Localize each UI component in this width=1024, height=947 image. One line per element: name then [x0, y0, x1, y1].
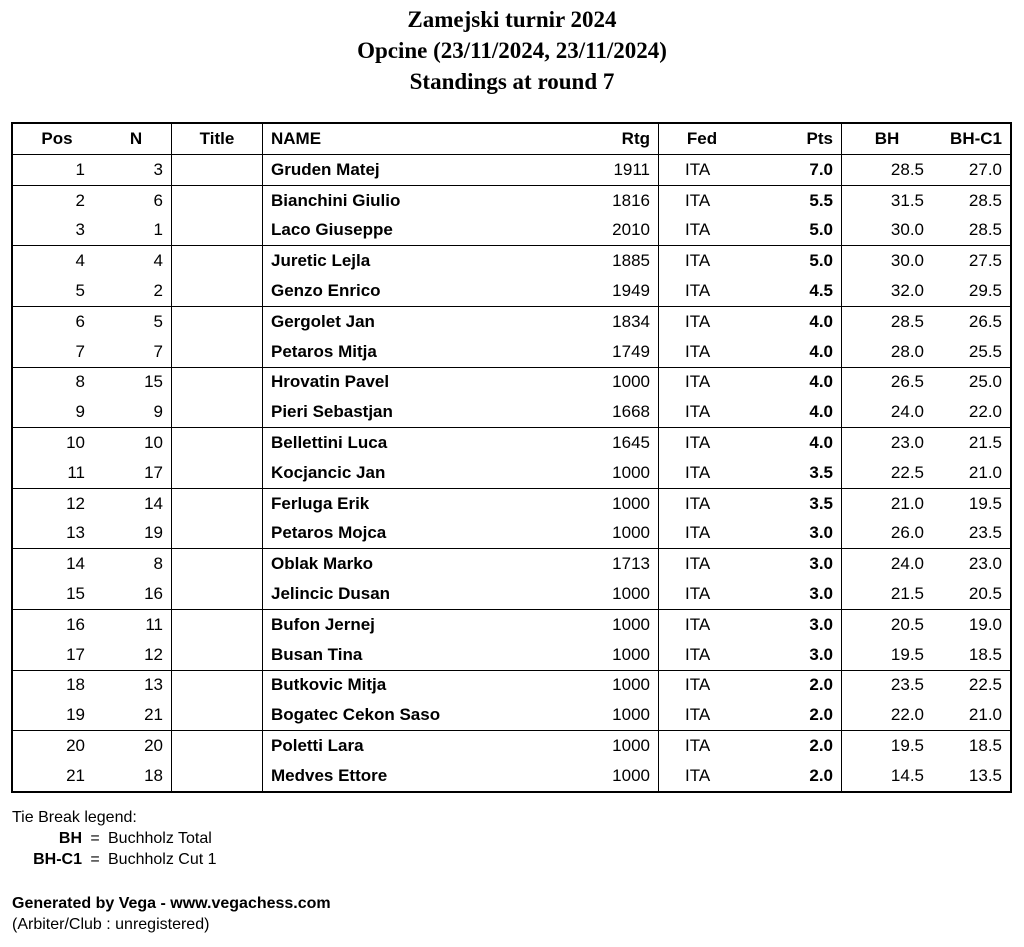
cell-fed: ITA — [659, 216, 746, 246]
cell-bh: 21.5 — [890, 584, 924, 604]
cell-title — [172, 276, 263, 306]
cell-bhc1: 25.5 — [968, 341, 1002, 361]
cell-title — [172, 458, 263, 488]
cell-title — [172, 367, 263, 397]
cell-fed: ITA — [659, 367, 746, 397]
table-row — [12, 246, 1011, 276]
cell-rtg: 1000 — [612, 705, 650, 725]
table-row — [12, 337, 1011, 367]
table-row — [12, 155, 1011, 186]
table-row — [12, 367, 1011, 397]
cell-title — [172, 549, 263, 579]
cell-bh: 19.5 — [842, 731, 933, 761]
legend-item — [12, 828, 217, 849]
cell-pts: 2.0 — [745, 731, 842, 761]
cell-name: Juretic Lejla — [263, 246, 583, 276]
cell-bh: 19.5 — [890, 644, 924, 664]
cell-pos: 10 — [12, 428, 101, 458]
cell-pos: 2 — [12, 185, 101, 215]
cell-bh: 22.0 — [890, 705, 924, 725]
cell-fed: ITA — [659, 579, 746, 609]
table-row — [12, 549, 1011, 579]
cell-bh: 32.0 — [890, 281, 924, 301]
cell-fed: ITA — [659, 306, 746, 336]
cell-fed: ITA — [659, 458, 746, 488]
cell-rtg: 1885 — [582, 246, 659, 276]
cell-rtg: 1749 — [612, 341, 650, 361]
cell-title — [172, 761, 263, 792]
cell-fed: ITA — [659, 246, 746, 276]
table-row — [12, 397, 1011, 427]
cell-n: 21 — [144, 705, 163, 725]
cell-n: 5 — [101, 306, 172, 336]
cell-fed: ITA — [659, 549, 746, 579]
cell-title — [172, 155, 263, 186]
cell-fed: ITA — [659, 731, 746, 761]
cell-fed: ITA — [659, 488, 746, 518]
cell-bhc1: 19.0 — [932, 609, 1011, 639]
cell-bhc1: 23.0 — [932, 549, 1011, 579]
cell-fed: ITA — [659, 428, 746, 458]
cell-fed: ITA — [659, 700, 746, 730]
cell-bhc1: 18.5 — [968, 644, 1002, 664]
venue-dates: Opcine (23/11/2024, 23/11/2024) — [357, 38, 667, 63]
cell-bhc1: 18.5 — [932, 731, 1011, 761]
cell-n: 19 — [144, 523, 163, 543]
cell-bh: 26.5 — [842, 367, 933, 397]
cell-n: 12 — [144, 644, 163, 664]
cell-pts: 4.5 — [745, 276, 842, 306]
cell-bhc1: 27.5 — [932, 246, 1011, 276]
cell-bh: 28.0 — [890, 341, 924, 361]
table-row — [12, 276, 1011, 306]
cell-rtg: 1911 — [582, 155, 659, 186]
table-row — [12, 519, 1011, 549]
table-header-row — [12, 123, 1011, 155]
cell-n: 11 — [101, 609, 172, 639]
tournament-title: Zamejski turnir 2024 — [407, 7, 617, 32]
cell-rtg: 1000 — [582, 609, 659, 639]
legend-abbr: BH — [58, 830, 82, 847]
cell-bh: 20.5 — [842, 609, 933, 639]
cell-pts: 5.5 — [745, 185, 842, 215]
cell-n: 2 — [153, 281, 163, 301]
table-row — [12, 185, 1011, 215]
cell-title — [172, 306, 263, 336]
cell-rtg: 1000 — [612, 462, 650, 482]
cell-bhc1: 28.5 — [968, 220, 1002, 240]
report-header — [0, 4, 1024, 97]
cell-n: 16 — [144, 584, 163, 604]
cell-name: Pieri Sebastjan — [271, 402, 393, 422]
table-row — [12, 488, 1011, 518]
cell-bh: 31.5 — [842, 185, 933, 215]
cell-pos: 16 — [12, 609, 101, 639]
cell-n: 4 — [101, 246, 172, 276]
cell-bhc1: 20.5 — [968, 584, 1002, 604]
cell-name: Petaros Mojca — [271, 523, 387, 543]
cell-pts: 4.0 — [745, 337, 842, 367]
table-row — [12, 731, 1011, 761]
cell-pts: 4.0 — [745, 306, 842, 336]
standings-body — [12, 155, 1011, 792]
table-row — [12, 700, 1011, 730]
standings-table — [11, 122, 1012, 793]
cell-bh: 21.0 — [842, 488, 933, 518]
cell-bhc1: 22.5 — [932, 670, 1011, 700]
cell-rtg: 1000 — [582, 488, 659, 518]
cell-bh: 30.0 — [842, 246, 933, 276]
cell-n: 6 — [101, 185, 172, 215]
cell-name: Butkovic Mitja — [263, 670, 583, 700]
cell-rtg: 1000 — [582, 670, 659, 700]
table-row — [12, 761, 1011, 792]
cell-pts: 3.5 — [745, 488, 842, 518]
generated-by: Generated by Vega - www.vegachess.com — [12, 895, 331, 912]
cell-bhc1: 23.5 — [968, 523, 1002, 543]
cell-rtg: 1000 — [612, 584, 650, 604]
table-row — [12, 579, 1011, 609]
cell-pts: 3.0 — [745, 519, 842, 549]
cell-rtg: 1000 — [612, 644, 650, 664]
cell-title — [172, 519, 263, 549]
cell-rtg: 1000 — [612, 765, 650, 785]
cell-pos: 7 — [75, 341, 85, 361]
cell-fed: ITA — [659, 337, 746, 367]
cell-fed: ITA — [659, 609, 746, 639]
cell-pos: 18 — [12, 670, 101, 700]
cell-fed: ITA — [659, 185, 746, 215]
cell-title — [172, 428, 263, 458]
cell-bhc1: 21.5 — [932, 428, 1011, 458]
cell-rtg: 1645 — [582, 428, 659, 458]
registration-note: (Arbiter/Club : unregistered) — [12, 916, 210, 933]
cell-pos: 12 — [12, 488, 101, 518]
cell-bh: 23.5 — [842, 670, 933, 700]
cell-pos: 4 — [12, 246, 101, 276]
cell-name: Medves Ettore — [271, 765, 388, 785]
cell-pos: 11 — [67, 462, 85, 482]
table-row — [12, 306, 1011, 336]
cell-pos: 5 — [75, 281, 85, 301]
cell-rtg: 1668 — [612, 402, 650, 422]
cell-n: 17 — [144, 462, 163, 482]
cell-name: Genzo Enrico — [271, 281, 381, 301]
legend-equals: = — [90, 851, 100, 868]
cell-pts: 4.0 — [745, 367, 842, 397]
cell-title — [172, 731, 263, 761]
legend-item — [12, 849, 217, 870]
table-row — [12, 458, 1011, 488]
cell-bhc1: 27.0 — [932, 155, 1011, 186]
cell-name: Hrovatin Pavel — [263, 367, 583, 397]
cell-title — [172, 488, 263, 518]
cell-pos: 9 — [75, 402, 85, 422]
cell-name: Busan Tina — [271, 644, 363, 664]
cell-title — [172, 670, 263, 700]
cell-name: Bogatec Cekon Saso — [271, 705, 441, 725]
cell-n: 7 — [153, 341, 163, 361]
cell-name: Oblak Marko — [263, 549, 583, 579]
cell-n: 18 — [144, 765, 163, 785]
cell-title — [172, 700, 263, 730]
cell-rtg: 2010 — [612, 220, 650, 240]
cell-bh: 24.0 — [842, 549, 933, 579]
cell-name: Laco Giuseppe — [271, 220, 393, 240]
cell-n: 14 — [101, 488, 172, 518]
cell-pts: 3.5 — [745, 458, 842, 488]
cell-fed: ITA — [659, 155, 746, 186]
table-row — [12, 640, 1011, 670]
col-header-pts: Pts — [745, 123, 842, 155]
cell-bhc1: 21.0 — [968, 705, 1002, 725]
cell-title — [172, 640, 263, 670]
cell-fed: ITA — [659, 397, 746, 427]
cell-pos: 20 — [12, 731, 101, 761]
cell-bh: 23.0 — [842, 428, 933, 458]
cell-name: Kocjancic Jan — [271, 462, 386, 482]
cell-pts: 5.0 — [745, 246, 842, 276]
cell-bhc1: 25.0 — [932, 367, 1011, 397]
table-row — [12, 609, 1011, 639]
cell-pts: 2.0 — [745, 670, 842, 700]
cell-pos: 19 — [66, 705, 85, 725]
cell-n: 9 — [153, 402, 163, 422]
cell-bh: 24.0 — [890, 402, 924, 422]
cell-bhc1: 26.5 — [932, 306, 1011, 336]
cell-bh: 28.5 — [842, 306, 933, 336]
cell-title — [172, 216, 263, 246]
cell-rtg: 1816 — [582, 185, 659, 215]
cell-title — [172, 185, 263, 215]
cell-rtg: 1000 — [582, 731, 659, 761]
cell-fed: ITA — [659, 640, 746, 670]
cell-name: Bufon Jernej — [263, 609, 583, 639]
cell-fed: ITA — [659, 670, 746, 700]
cell-pos: 13 — [66, 523, 85, 543]
cell-pos: 15 — [66, 584, 85, 604]
cell-pos: 17 — [66, 644, 85, 664]
cell-fed: ITA — [659, 519, 746, 549]
cell-rtg: 1834 — [582, 306, 659, 336]
cell-bh: 28.5 — [842, 155, 933, 186]
cell-rtg: 1713 — [582, 549, 659, 579]
cell-pts: 4.0 — [745, 397, 842, 427]
cell-n: 15 — [101, 367, 172, 397]
cell-pts: 4.0 — [745, 428, 842, 458]
cell-pts: 5.0 — [745, 216, 842, 246]
cell-bh: 30.0 — [890, 220, 924, 240]
cell-name: Gergolet Jan — [263, 306, 583, 336]
cell-n: 8 — [101, 549, 172, 579]
cell-fed: ITA — [659, 276, 746, 306]
table-row — [12, 428, 1011, 458]
cell-bhc1: 19.5 — [932, 488, 1011, 518]
cell-pos: 8 — [12, 367, 101, 397]
cell-bh: 26.0 — [890, 523, 924, 543]
cell-pts: 3.0 — [745, 640, 842, 670]
cell-rtg: 1000 — [582, 367, 659, 397]
col-header-fed: Fed — [659, 123, 746, 155]
cell-title — [172, 397, 263, 427]
table-row — [12, 670, 1011, 700]
legend-desc: Buchholz Total — [108, 830, 212, 847]
cell-name: Bianchini Giulio — [263, 185, 583, 215]
table-row — [12, 216, 1011, 246]
round-title: Standings at round 7 — [409, 69, 615, 94]
cell-name: Petaros Mitja — [271, 341, 377, 361]
legend-equals: = — [90, 830, 100, 847]
tie-break-legend — [12, 807, 217, 870]
cell-n: 1 — [153, 220, 163, 240]
cell-n: 20 — [101, 731, 172, 761]
cell-fed: ITA — [659, 761, 746, 792]
cell-bhc1: 22.0 — [968, 402, 1002, 422]
cell-n: 13 — [101, 670, 172, 700]
legend-desc: Buchholz Cut 1 — [108, 851, 217, 868]
cell-pos: 6 — [12, 306, 101, 336]
cell-bhc1: 29.5 — [968, 281, 1002, 301]
cell-pos: 21 — [66, 765, 85, 785]
cell-bh: 14.5 — [890, 765, 924, 785]
cell-n: 10 — [101, 428, 172, 458]
col-header-n: N — [129, 129, 143, 148]
cell-name: Poletti Lara — [263, 731, 583, 761]
legend-title: Tie Break legend: — [12, 809, 137, 826]
cell-bhc1: 13.5 — [968, 765, 1002, 785]
cell-bhc1: 28.5 — [932, 185, 1011, 215]
col-header-rtg: Rtg — [621, 129, 650, 148]
cell-title — [172, 337, 263, 367]
cell-name: Jelincic Dusan — [271, 584, 391, 604]
report-footer — [12, 893, 331, 935]
cell-title — [172, 579, 263, 609]
cell-rtg: 1000 — [612, 523, 650, 543]
cell-pts: 3.0 — [745, 579, 842, 609]
cell-title — [172, 609, 263, 639]
cell-name: Ferluga Erik — [263, 488, 583, 518]
cell-pos: 14 — [12, 549, 101, 579]
cell-pts: 2.0 — [745, 700, 842, 730]
cell-pos: 3 — [75, 220, 85, 240]
col-header-pos: Pos — [41, 129, 73, 148]
col-header-bh: BH — [874, 129, 900, 148]
cell-pos: 1 — [12, 155, 101, 186]
legend-abbr: BH-C1 — [33, 851, 82, 868]
cell-bh: 22.5 — [890, 462, 924, 482]
cell-name: Bellettini Luca — [263, 428, 583, 458]
cell-rtg: 1949 — [612, 281, 650, 301]
cell-pts: 3.0 — [745, 609, 842, 639]
cell-title — [172, 246, 263, 276]
cell-bhc1: 21.0 — [968, 462, 1002, 482]
cell-name: Gruden Matej — [263, 155, 583, 186]
cell-n: 3 — [101, 155, 172, 186]
cell-pts: 3.0 — [745, 549, 842, 579]
cell-pts: 7.0 — [745, 155, 842, 186]
col-header-bhc1: BH-C1 — [950, 129, 1002, 148]
col-header-title: Title — [172, 123, 263, 155]
col-header-name: NAME — [271, 129, 322, 148]
cell-pts: 2.0 — [745, 761, 842, 792]
